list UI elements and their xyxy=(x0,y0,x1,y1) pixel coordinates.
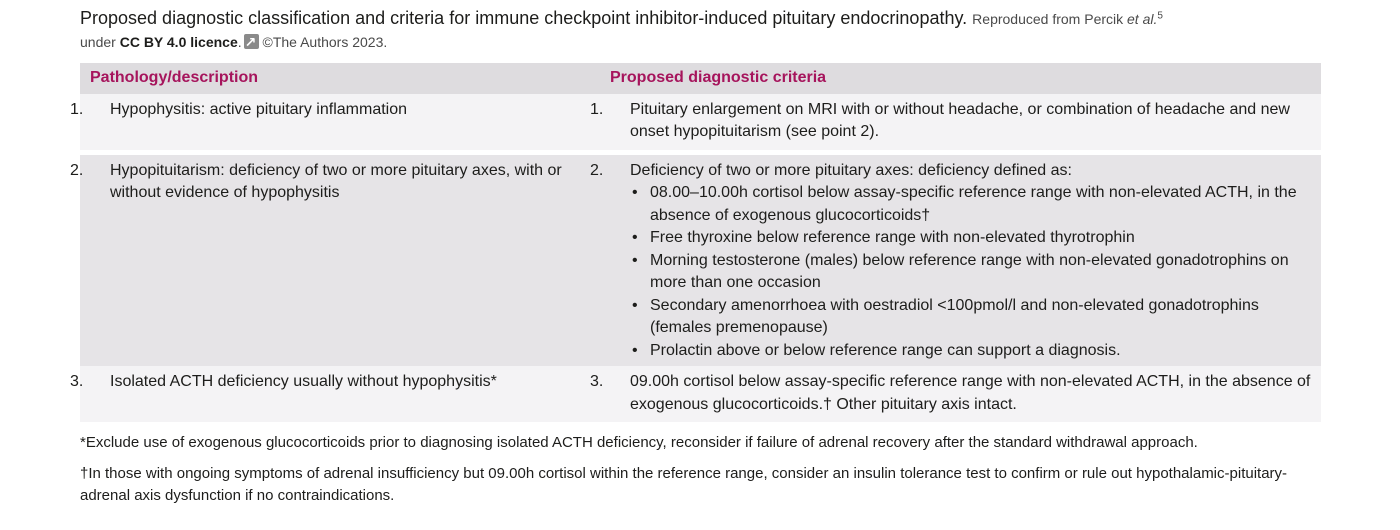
criteria-cell: 3. 09.00h cortisol below assay-specific reference range with non-elevated ACTH, in the absence of exogenous glucocorticoids.† Other pituitary axis intact. xyxy=(600,366,1321,422)
caption-source: Reproduced from Percik et al.$^5$ xyxy=(972,10,1163,27)
criteria-table xyxy=(70,63,1321,422)
column-header-criteria: Proposed diagnostic criteria xyxy=(600,63,1321,94)
table-figure xyxy=(70,6,1321,508)
footnote-asterisk: *Exclude use of exogenous glucocorticoids prior to diagnosing isolated ACTH deficiency, reconsider if failure of adrenal recovery after the standard withdrawal approach. xyxy=(80,434,1198,451)
table-header-row xyxy=(80,63,1321,94)
list-item: • Secondary amenorrhoea with oestradiol <100pmol/l and non-elevated gonadotrophins (females premenopause) xyxy=(630,295,1311,340)
list-item: • 08.00–10.00h cortisol below assay-specific reference range with non-elevated ACTH, in the absence of exogenous glucocorticoids† xyxy=(630,182,1311,227)
external-link-icon[interactable] xyxy=(244,34,259,49)
table-row xyxy=(80,94,1321,150)
criteria-bullet-list xyxy=(610,182,1311,362)
criteria-cell: 2. Deficiency of two or more pituitary axes: deficiency defined as: • 08.00–10.00h cortisol below assay-specific reference range with non-elevated ACTH, in the absence of exogenous glucocorticoids† • Free thyroxine below reference range with non-elevated thyrotrophin • Morning testosterone (males) below reference range with non-elevated gonadotrophins on more than one occasion • Secondary amenorrhoea with oestradiol <100pmol/l and non-elevated gonadotrophins (females premenopause) • Prolactin above or below reference range can support a diagnosis. xyxy=(600,155,1321,367)
list-item: • Morning testosterone (males) below reference range with non-elevated gonadotrophins on more than one occasion xyxy=(630,250,1311,295)
pathology-cell: 3. Isolated ACTH deficiency usually without hypophysitis* xyxy=(80,366,600,422)
caption-licence-line: under CC BY 4.0 licence.↗ ©The Authors 2023. xyxy=(80,31,1321,53)
caption-title: Proposed diagnostic classification and criteria for immune checkpoint inhibitor-induced pituitary endocrinopathy. xyxy=(80,8,968,28)
column-header-pathology: Pathology/description xyxy=(80,63,600,94)
caption xyxy=(80,6,1321,31)
table-row xyxy=(80,155,1321,367)
list-item: • Free thyroxine below reference range with non-elevated thyrotrophin xyxy=(630,227,1311,250)
copyright: ©The Authors 2023. xyxy=(262,34,388,50)
table-row xyxy=(80,366,1321,422)
list-item: • Prolactin above or below reference range can support a diagnosis. xyxy=(630,340,1311,363)
footnote-dagger: †In those with ongoing symptoms of adrenal insufficiency but 09.00h cortisol within the reference range, consider an insulin tolerance test to confirm or rule out hypothalamic-pituitary-adrenal axis dysfunction if no contraindications. xyxy=(80,464,1288,504)
licence-link[interactable]: CC BY 4.0 licence xyxy=(119,34,238,50)
criteria-cell: 1. Pituitary enlargement on MRI with or without headache, or combination of headache and new onset hypopituitarism (see point 2). xyxy=(600,94,1321,150)
pathology-cell: 1. Hypophysitis: active pituitary inflammation xyxy=(80,94,600,150)
pathology-cell: 2. Hypopituitarism: deficiency of two or more pituitary axes, with or without evidence of hypophysitis xyxy=(80,155,600,367)
